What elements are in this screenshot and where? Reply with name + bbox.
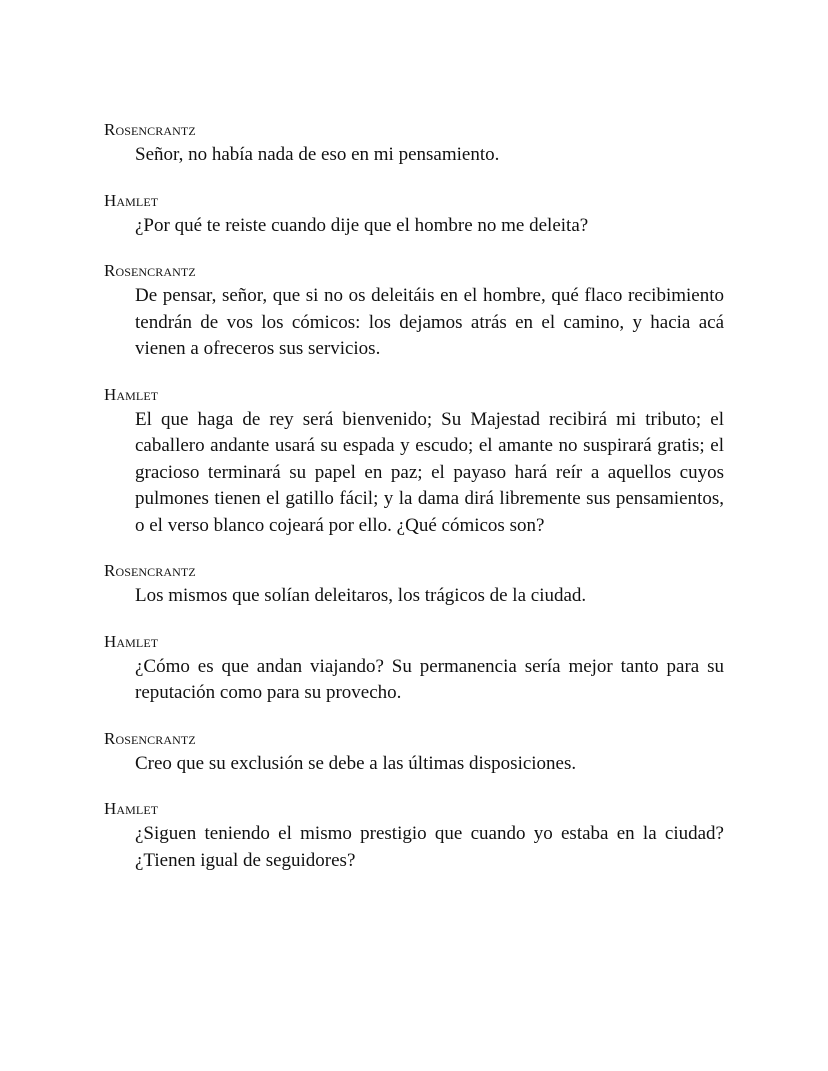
script-page xyxy=(104,118,724,894)
speech-block xyxy=(104,727,724,778)
speech-text: Creo que su exclusión se debe a las últimas disposiciones. xyxy=(135,752,577,774)
speech-text: Los mismos que solían deleitaros, los trágicos de la ciudad. xyxy=(135,585,587,606)
speaker-name: Hamlet xyxy=(104,799,159,818)
speech-text: ¿Por qué te reiste cuando dije que el hombre no me deleita? xyxy=(135,214,589,236)
speech-block xyxy=(104,383,724,540)
speaker-name: Rosencrantz xyxy=(104,261,196,280)
speaker-name: Hamlet xyxy=(104,190,159,210)
speech-block xyxy=(104,118,724,169)
speech-text: Señor, no había nada de eso en mi pensamiento. xyxy=(135,144,500,165)
speaker-name: Rosencrantz xyxy=(104,120,196,139)
speech-block xyxy=(104,559,724,610)
speech-block xyxy=(104,630,724,707)
speaker-name: Hamlet xyxy=(104,384,159,404)
speaker-name: Hamlet xyxy=(104,631,159,651)
speech-block xyxy=(104,797,724,874)
speech-text: De pensar, señor, que si no os deleitáis en el hombre, qué flaco recibimiento tendrán de vos los cómicos: los dejamos atrás en el camino, y hacia acá vienen a ofreceros sus servicios. xyxy=(135,285,724,359)
speaker-name: Rosencrantz xyxy=(104,561,196,580)
speech-block xyxy=(104,259,724,363)
speaker-name: Rosencrantz xyxy=(104,728,196,748)
speech-block xyxy=(104,189,724,240)
speech-text: ¿Siguen teniendo el mismo prestigio que cuando yo estaba en la ciudad? ¿Tienen igual de seguidores? xyxy=(135,823,724,871)
speech-text: El que haga de rey será bienvenido; Su Majestad recibirá mi tributo; el caballero andante usará su espada y escudo; el amante no suspirará gratis; el gracioso terminará su papel en paz; el payaso hará reír a aquellos cuyos pulmones tienen el gatillo fácil; y la dama dirá libremente sus pensamientos, o el verso blanco cojeará por ello. ¿Qué cómicos son? xyxy=(135,408,724,536)
speech-text: ¿Cómo es que andan viajando? Su permanencia sería mejor tanto para su reputación como para su provecho. xyxy=(135,655,724,703)
